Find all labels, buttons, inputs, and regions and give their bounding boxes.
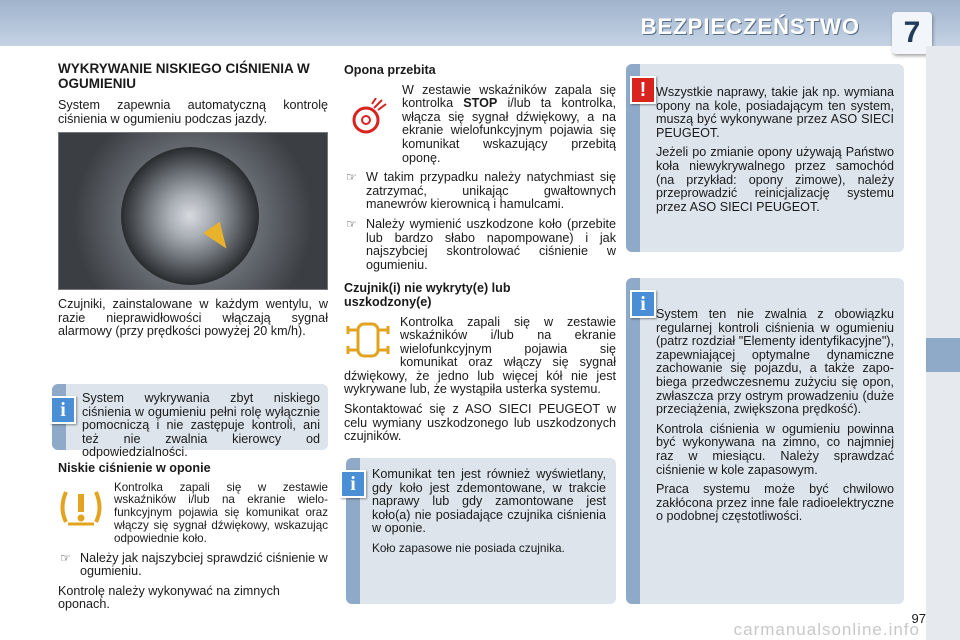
- puncture-warning-icon: [344, 84, 396, 166]
- wheel-valve-photo: [58, 132, 328, 290]
- right-info-box: [626, 278, 904, 604]
- right-info-text-3: Praca systemu może być chwilowo zakłócona przez inne fale radioelektryczne o podobnej częstotliwości.: [656, 482, 894, 524]
- low-pressure-heading: Niskie ciśnienie w oponie: [58, 461, 211, 475]
- puncture-text: W zestawie wskaźników zapala się kontrolka STOP i/lub ta kontrolka, włącza się sygnał dźwiękowy, a na ekranie wielofunkcyjnym pojawia się komunikat wskazujący przebitą oponę.: [402, 82, 616, 165]
- left-column: [58, 62, 328, 345]
- warning-icon: !: [630, 76, 656, 104]
- page-heading: WYKRYWANIE NISKIEGO CIŚNIENIA W OGUMIENIU: [58, 61, 310, 91]
- low-pressure-text: Kontrolka zapali się w zestawie wskaźników i/lub na ekranie wielofunkcyjnym pojawia się komunikat oraz włączy się sygnał dźwiękowy, wskazując odpowiednie koło.: [114, 480, 328, 545]
- low-pressure-footer: Kontrolę należy wykonywać na zimnych oponach.: [58, 583, 280, 612]
- sensors-paragraph: Czujniki, zainstalowane w każdym wentylu, w razie nieprawidłowości włączają sygnał alarmowy (przy prędkości powyżej 20 km/h).: [58, 297, 328, 339]
- watermark: carmanualsonline.info: [733, 620, 920, 639]
- section-title: BEZPIECZEŃSTWO: [640, 14, 860, 39]
- sensor-text-2: Skontaktować się z ASO SIECI PEUGEOT w celu wymiany uszkodzonego lub uszkodzonych czujników.: [344, 402, 616, 444]
- sensor-heading: Czujnik(i) nie wykryty(e) lub uszkodzony(e): [344, 281, 511, 309]
- puncture-bullet-1: ☞ W takim przypadku należy natychmiast się zatrzymać, unikając gwałtownych manewrów kierownicą i hamulcami.: [346, 170, 616, 212]
- middle-info-box: [346, 458, 616, 604]
- middle-column: [344, 64, 616, 450]
- chapter-tab: [926, 338, 960, 372]
- pointing-hand-icon: ☞: [346, 216, 357, 231]
- pointing-hand-icon: ☞: [346, 170, 357, 185]
- page-number: 97: [911, 611, 926, 626]
- stop-label: STOP: [463, 96, 498, 111]
- puncture-heading: Opona przebita: [344, 63, 436, 77]
- right-info-text-1: System ten nie zwalnia z obowiązku regularnej kontroli ciśnienia w ogumieniu (patrz rozdział "Elementy identyfikacyjne"), zapewniającej optymalne dynamiczne zachowanie się pojazdu, a także zapobiega przedwczesnemu zużyciu się opon, zwłaszcza przy ostrym prowadzeniu (duże przeciążenia, zwiększona prędkość).: [656, 307, 894, 417]
- left-info-text: System wykrywania zbyt niskiego ciśnienia w ogumieniu pełni rolę wyłącznie pomocniczą i nie zastępuje kontroli, ani też nie zwalnia kierowcy od odpowiedzialności.: [82, 391, 320, 460]
- sensor-text: Kontrolka zapali się w zestawie wskaźników i/lub na ekranie wielofunkcyjnym pojawia się komunikat oraz włączy się sygnał dźwiękowy, że jedno lub więcej kół nie jest wykrywane lub, że wystąpiła usterka systemu.: [344, 314, 616, 397]
- puncture-bullet-2: ☞ Należy wymienić uszkodzone koło (przebite lub bardzo słabo napompowane) i jak najszybciej skontrolować ciśnienie w ogumieniu.: [346, 216, 616, 272]
- sensor-fault-icon: [344, 316, 394, 366]
- right-info-text-2: Kontrola ciśnienia w ogumieniu powinna być wykonywana na zimno, co najmniej raz w miesiącu. Należy sprawdzać ciśnienie w kole zapasowym.: [656, 421, 894, 477]
- low-pressure-section: [58, 462, 328, 618]
- middle-info-text-2: Koło zapasowe nie posiada czujnika.: [372, 540, 565, 555]
- low-pressure-warning-icon: [58, 482, 108, 546]
- low-pressure-bullet: ☞ Należy jak najszybciej sprawdzić ciśnienie w ogumieniu.: [60, 550, 328, 579]
- middle-info-text-1: Komunikat ten jest również wyświetlany, gdy koło jest zdemontowane, w trakcie naprawy lub gdy zamontowane jest koło(a) nie posiadające czujnika ciśnienia w oponie.: [372, 467, 606, 536]
- info-icon: i: [50, 396, 76, 424]
- left-info-box: [52, 384, 328, 460]
- pointing-hand-icon: ☞: [60, 550, 71, 565]
- warning-text-2: Jeżeli po zmianie opony używają Państwo koła niewykrywalnego przez samochód (na przykład: opony zimowe), należy przeprowadzić reinicjalizację systemu przez ASO SIECI PEUGEOT.: [656, 145, 894, 214]
- chapter-number: 7: [892, 12, 932, 54]
- wheel-image: [121, 147, 259, 285]
- intro-paragraph: System zapewnia automatyczną kontrolę ciśnienia w ogumieniu podczas jazdy.: [58, 98, 328, 126]
- info-icon: i: [630, 290, 656, 318]
- warning-text-1: Wszystkie naprawy, takie jak np. wymiana opony na kole, posiadającym ten system, muszą być wykonywane przez ASO SIECI PEUGEOT.: [656, 85, 894, 140]
- info-icon: i: [340, 470, 366, 498]
- right-warning-box: [626, 64, 904, 252]
